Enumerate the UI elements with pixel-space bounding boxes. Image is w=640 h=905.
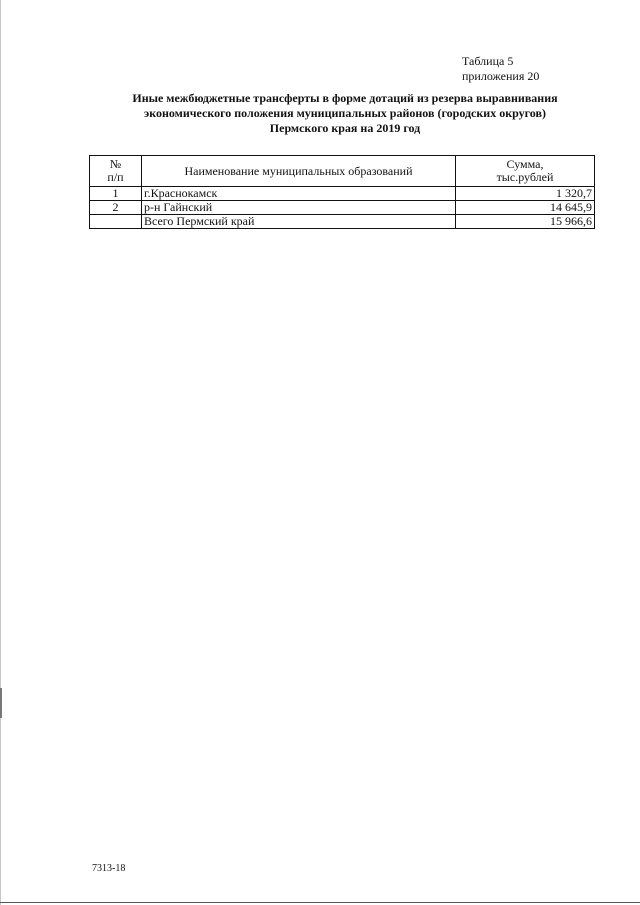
header-sum-line-2: тыс.рублей [496, 170, 554, 184]
row-sum: 14 645,9 [456, 201, 595, 215]
table-row [90, 187, 595, 201]
table-total-row [90, 215, 595, 229]
title-line-3: Пермского края на 2019 год [269, 121, 421, 135]
document-title [90, 91, 600, 136]
row-name: г.Краснокамск [142, 187, 456, 201]
row-number: 2 [90, 201, 142, 215]
transfers-table [89, 155, 595, 229]
total-name: Всего Пермский край [142, 215, 456, 229]
scan-left-mark [0, 688, 2, 718]
table-label: Таблица 5 [462, 54, 514, 68]
table-header-row [90, 156, 595, 187]
row-sum: 1 320,7 [456, 187, 595, 201]
row-name: р-н Гайнский [142, 201, 456, 215]
total-number [90, 215, 142, 229]
header-sum [456, 156, 595, 187]
row-number: 1 [90, 187, 142, 201]
title-line-1: Иные межбюджетные трансферты в форме дотаций из резерва выравнивания [132, 91, 558, 105]
header-number-line-1: № [109, 157, 122, 171]
table-row [90, 201, 595, 215]
header-sum-line-1: Сумма, [506, 157, 544, 171]
table-reference [462, 54, 539, 84]
header-number [90, 156, 142, 187]
scan-left-edge [0, 0, 1, 905]
total-sum: 15 966,6 [456, 215, 595, 229]
appendix-label: приложения 20 [462, 69, 540, 83]
title-line-2: экономического положения муниципальных районов (городских округов) [144, 106, 546, 120]
header-name: Наименование муниципальных образований [142, 156, 456, 187]
header-number-line-2: п/п [107, 170, 124, 184]
scan-bottom-edge [0, 902, 640, 903]
document-code: 7313-18 [92, 863, 126, 874]
